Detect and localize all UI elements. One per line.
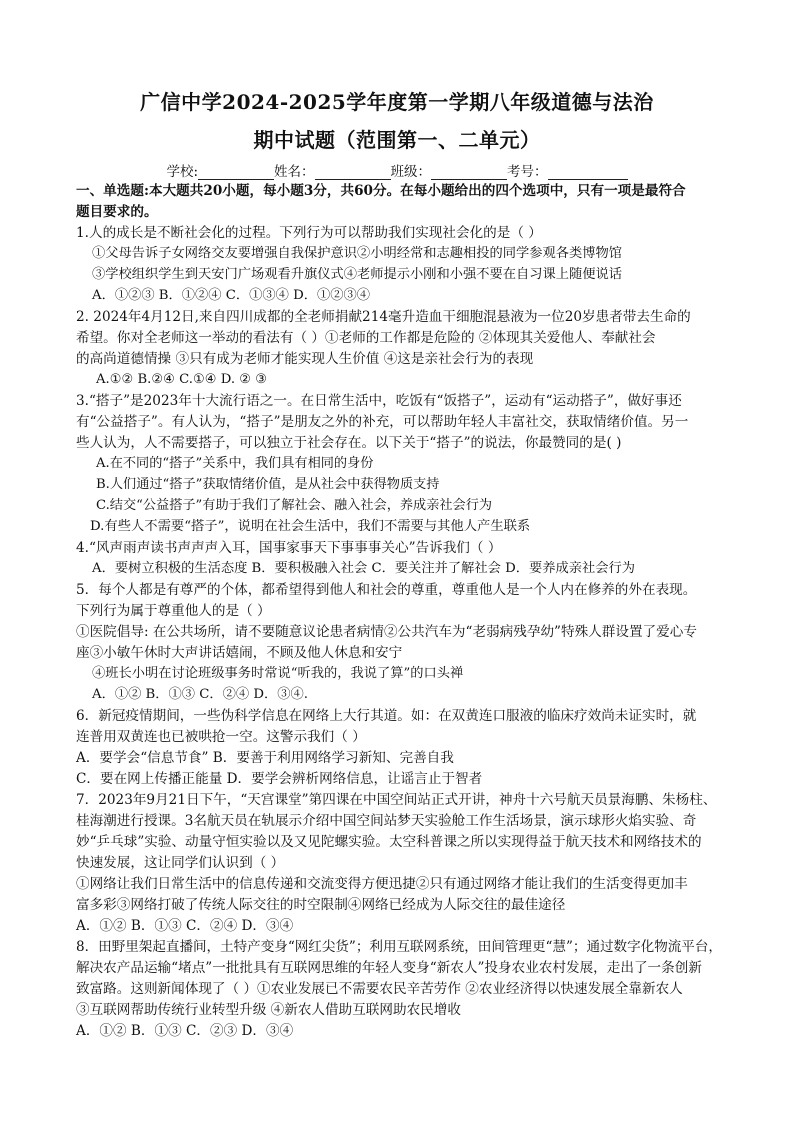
q5-options: A．①② B．①③ C．②④ D．③④. xyxy=(92,687,308,702)
question-1: 1.人的成长是不断社会化的过程。下列行为可以帮助我们实现社会化的是（ ） xyxy=(76,225,542,241)
question-2: 2. 2024年4月12日,来自四川成都的全老师捐献214毫升造血干细胞混悬液为一位20岁患者带去生命的 xyxy=(76,309,691,325)
school-blank xyxy=(198,165,274,180)
q5-statement-4: ④班长小明在讨论班级事务时常说“听我的，我说了算”的口头禅 xyxy=(92,666,464,681)
q5-statement-3: 座③小敏午休时大声讲话嬉闹，不顾及他人休息和安宁 xyxy=(76,645,403,661)
number-blank xyxy=(548,165,628,180)
q1-statement-34: ③学校组织学生到天安门广场观看升旗仪式④老师提示小刚和小强不要在自习课上随便说话 xyxy=(92,267,623,282)
exam-title: 广信中学2024-2025学年度第一学期八年级道德与法治 xyxy=(140,90,654,114)
question-8-cont: 解决农产品运输“堵点”一批批具有互联网思维的年轻人变身“新农人”投身农业农村发展，走出了一条创新 xyxy=(76,960,702,976)
name-label: 姓名： xyxy=(274,164,315,180)
q3-option-d: D.有些人不需要“搭子”，说明在社会生活中，我们不需要与其他人产生联系 xyxy=(90,519,531,534)
name-blank xyxy=(315,165,391,180)
exam-subtitle: 期中试题（范围第一、二单元） xyxy=(253,128,541,152)
q3-option-c: C.结交“公益搭子”有助于我们了解社会、融入社会，养成亲社会行为 xyxy=(96,498,493,513)
q8-options: A．①② B．①③ C．②③ D．③④ xyxy=(76,1023,294,1039)
q5-statement-12: ①医院倡导: 在公共场所，请不要随意议论患者病情②公共汽车为“老弱病残孕幼”特殊人群设置了爱心专 xyxy=(76,624,697,640)
q3-option-a: A.在不同的“搭子”关系中，我们具有相同的身份 xyxy=(96,456,374,471)
q7-options: A．①② B．①③ C．②④ D．③④ xyxy=(76,918,294,934)
section-heading-cont: 题目要求的。 xyxy=(76,204,158,220)
q1-statement-12: ①父母告诉子女网络交友要增强自我保护意识②小明经常和志趣相投的同学参观各类博物馆 xyxy=(92,246,623,261)
class-blank xyxy=(431,165,507,180)
question-7-cont: 桂海潮进行授课。3名航天员在轨展示介绍中国空间站梦天实验舱工作生活场景，演示球形火焰实验、奇 xyxy=(76,813,697,829)
question-4: 4.“风声雨声读书声声声入耳，国事家事天下事事事关心”告诉我们（ ） xyxy=(76,540,502,556)
question-8-cont2: 致富路。这则新闻体现了（ ）①农业发展已不需要农民辛苦劳作 ②农业经济得以快速发展全靠新农人 xyxy=(76,981,683,997)
question-3: 3.“搭子”是2023年十大流行语之一。在日常生活中，吃饭有“饭搭子”，运动有“运动搭子”，做好事还 xyxy=(76,393,682,409)
question-7: 7．2023年9月21日下午，“天宫课堂”第四课在中国空间站正式开讲，神舟十六号航天员景海鹏、朱杨柱、 xyxy=(76,792,717,808)
student-info-row xyxy=(0,160,794,180)
q8-statement-34: ③互联网帮助传统行业转型升级 ④新农人借助互联网助农民增收 xyxy=(76,1002,461,1018)
q4-options: A．要树立积极的生活态度 B．要积极融入社会 C．要关注并了解社会 D．要养成亲社会行为 xyxy=(92,561,635,576)
q2-options: A.①② B.②④ C.①④ D. ② ③ xyxy=(96,372,268,387)
school-label: 学校: xyxy=(166,164,199,180)
number-label: 考号： xyxy=(507,164,548,180)
question-5-cont: 下列行为属于尊重他人的是（ ） xyxy=(76,603,271,619)
q3-option-b: B.人们通过“搭子”获取情绪价值，是从社会中获得物质支持 xyxy=(96,477,440,492)
question-8: 8．田野里架起直播间，土特产变身“网红尖货”；利用互联网系统，田间管理更“慧”；通过数字化物流平台， xyxy=(76,939,722,955)
question-3-cont2: 些人认为，人不需要搭子，可以独立于社会存在。以下关于“搭子”的说法，你最赞同的是( ) xyxy=(76,435,622,451)
q7-statement-34: 富多彩③网络打破了传统人际交往的时空限制④网络已经成为人际交往的最佳途径 xyxy=(76,897,566,913)
question-7-cont3: 快速发展，这让同学们认识到（ ） xyxy=(76,855,285,871)
question-5: 5．每个人都是有尊严的个体，都希望得到他人和社会的尊重，尊重他人是一个人内在修养的外在表现。 xyxy=(76,582,697,598)
question-6-cont: 连普用双黄连也已被哄抢一空。这警示我们（ ） xyxy=(76,729,366,745)
question-2-cont: 希望。你对全老师这一举动的看法有（ ）①老师的工作都是危险的 ②体现其关爱他人、奉献社会 xyxy=(76,330,656,346)
q7-statement-12: ①网络让我们日常生活中的信息传递和交流变得方便迅捷②只有通过网络才能让我们的生活变得更加丰 xyxy=(76,876,688,892)
q1-options: A．①②③ B．①②④ C．①③④ D．①②③④ xyxy=(92,288,370,303)
question-2-cont2: 的高尚道德情操 ③只有成为老师才能实现人生价值 ④这是亲社会行为的表现 xyxy=(76,351,534,367)
question-7-cont2: 妙“乒乓球”实验、动量守恒实验以及又见陀螺实验。太空科普课之所以实现得益于航天技术和网络技术的 xyxy=(76,834,702,850)
q6-options-ab: A．要学会“信息节食” B．要善于利用网络学习新知、完善自我 xyxy=(76,750,454,766)
question-3-cont: 有“公益搭子”。有人认为，“搭子”是朋友之外的补充，可以帮助年轻人丰富社交，获取情绪价值。另一 xyxy=(76,414,689,430)
q6-options-cd: C．要在网上传播正能量 D．要学会辨析网络信息，让谣言止于智者 xyxy=(76,771,483,787)
section-heading: 一、单选题:本大题共20小题，每小题3分，共60分。在每小题给出的四个选项中，只有一项是最符合 xyxy=(76,183,686,199)
class-label: 班级： xyxy=(390,164,432,180)
question-6: 6．新冠疫情期间，一些伪科学信息在网络上大行其道。如：在双黄连口服液的临床疗效尚未证实时，就 xyxy=(76,708,697,724)
